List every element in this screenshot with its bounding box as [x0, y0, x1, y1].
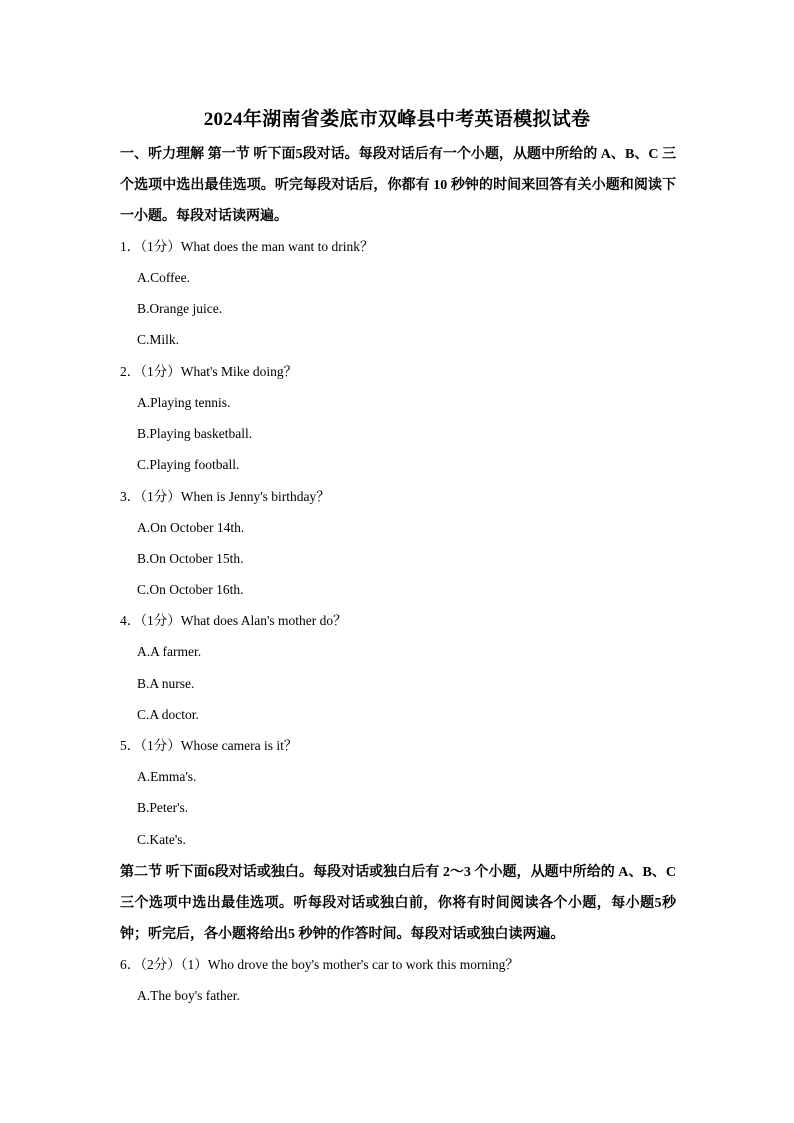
question-1-option-b: B.Orange juice. [137, 301, 223, 316]
question-2-option-b: B.Playing basketball. [137, 426, 253, 441]
question-3-option-c: C.On October 16th. [137, 582, 244, 597]
question-5-stem: 5．（1分）Whose camera is it？ [120, 738, 298, 753]
question-4-stem: 4．（1分）What does Alan's mother do？ [120, 613, 347, 628]
question-3-option-a: A.On October 14th. [137, 520, 245, 535]
question-2-option-a: A.Playing tennis. [137, 395, 231, 410]
question-5-option-b: B.Peter's. [137, 800, 189, 815]
question-3-stem: 3．（1分）When is Jenny's birthday？ [120, 489, 330, 504]
question-6-option-a: A.The boy's father. [137, 988, 240, 1003]
question-5-option-c: C.Kate's. [137, 832, 186, 847]
question-2-stem: 2．（1分）What's Mike doing？ [120, 364, 298, 379]
question-4-option-a: A.A farmer. [137, 644, 202, 659]
question-3-option-b: B.On October 15th. [137, 551, 244, 566]
question-1-stem: 1．（1分）What does the man want to drink？ [120, 239, 374, 254]
question-4-option-b: B.A nurse. [137, 676, 195, 691]
section-1-instructions: 一、听力理解 第一节 听下面5段对话。每段对话后有一个小题，从题中所给的 A、B、C 三个选项中选出最佳选项。听完每段对话后，你都有 10 秒钟的时间来回答有关小题和阅读下一小题。每段对话读两遍。 [120, 147, 676, 224]
question-1-option-c: C.Milk. [137, 332, 180, 347]
question-2-option-c: C.Playing football. [137, 457, 240, 472]
page-title: 2024年湖南省娄底市双峰县中考英语模拟试卷 [203, 109, 591, 130]
question-4-option-c: C.A doctor. [137, 707, 199, 722]
question-6-stem: 6．（2分）（1）Who drove the boy's mother's car to work this morning？ [120, 957, 519, 972]
section-2-instructions: 第二节 听下面6段对话或独白。每段对话或独白后有 2～3 个小题，从题中所给的 A、B、C 三个选项中选出最佳选项。听每段对话或独白前，你将有时间阅读各个小题，每小题5秒钟；听完后，各小题将给出5 秒钟的作答时间。每段对话或独白读两遍。 [120, 865, 676, 942]
question-1-option-a: A.Coffee. [137, 270, 190, 285]
question-5-option-a: A.Emma's. [137, 769, 197, 784]
